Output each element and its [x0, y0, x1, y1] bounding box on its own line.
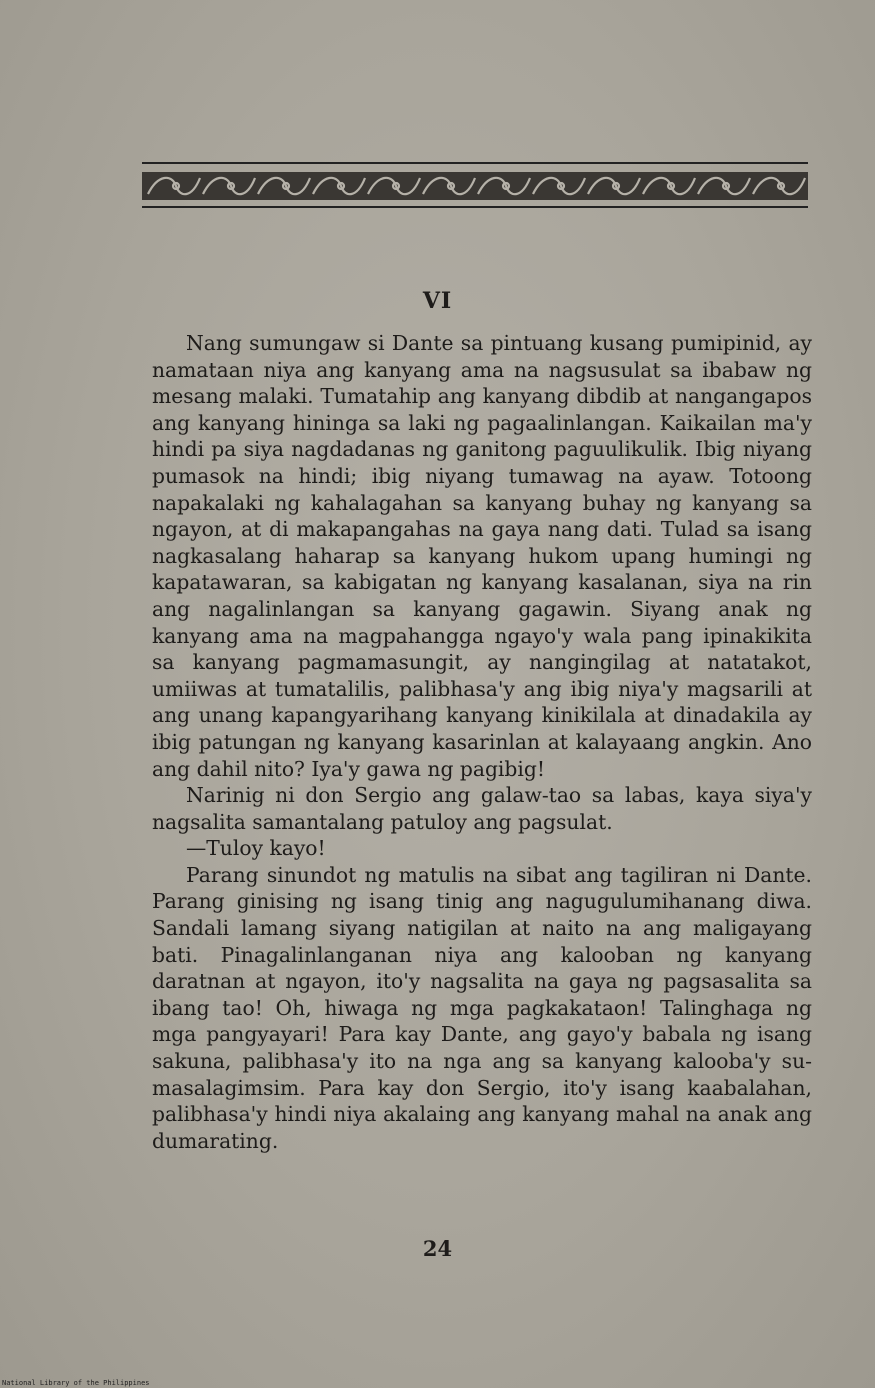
footer-credit: National Library of the Philippines [2, 1379, 150, 1387]
ornamental-border [142, 160, 808, 210]
paragraph: Narinig ni don Sergio ang galaw-tao sa labas, kaya siya'y nagsalita samantalang patuloy ang pagsulat. [152, 783, 812, 834]
dialogue-line: —Tuloy kayo! [186, 836, 326, 861]
paragraph: Parang sinundot ng matulis na sibat ang tagiliran ni Dante. Parang ginising ng isang tinig ang nagugulumihanang diwa. Sandali lamang siyang natigilan at naito na ang maligayang bati. Pinagalinlanganan niya ang kalooban ng kanyang daratnan at ngayon, ito'y nagsalita na gaya ng pagsasalita sa ibang tao! Oh, hiwaga ng mga pagkakataon! Talinghaga ng mga pangyayari! Para kay Dante, ang gayo'y babala ng isang sakuna, palibhasa'y ito na nga ang sa kanyang kalooba'y sumasalagimsim. Para kay don Sergio, ito'y isang kaabalahan, palibhasa'y hindi niya akalaing ang kanyang mahal na anak ang dumarating. [152, 862, 812, 1153]
body-text [152, 330, 812, 1154]
chapter-heading: VI [422, 288, 453, 314]
paragraph: Nang sumungaw si Dante sa pintuang kusang pumipinid, ay namataan niya ang kanyang ama na nagsusulat sa ibabaw ng mesang malaki. Tumatahip ang kanyang dibdib at nangangapos ang kanyang hininga sa laki ng pagaalinlangan. Kaikailan ma'y hindi pa siya nagdadanas ng ganitong paguulikulik. Ibig niyang pumasok na hindi; ibig niyang tumawag na ayaw. Totoong napakalaki ng kahalagahan sa kanyang buhay ng kanyang sa ngayon, at di makapangahas na gaya nang dati. Tulad sa isang nagkasalang haharap sa kanyang hukom upang humingi ng kapatawaran, sa kabigatan ng kanyang kasalanan, siya na rin ang nagalinlangan sa kanyang gagawin. Siyang anak ng kanyang ama na magpahangga ngayo'y wala pang ipinakikita sa kanyang pagmamasungit, ay nangingilag at natatakot, umiiwas at tumatalilis, palibhasa'y ang ibig niya'y magsarili at ang unang kapangyarihang kanyang kinikilala at dinadakila ay ibig patungan ng kanyang kasarinlan at kalayaang angkin. Ano ang dahil nito? Iya'y gawa ng pagibig! [152, 331, 812, 781]
page-number: 24 [422, 1236, 453, 1261]
